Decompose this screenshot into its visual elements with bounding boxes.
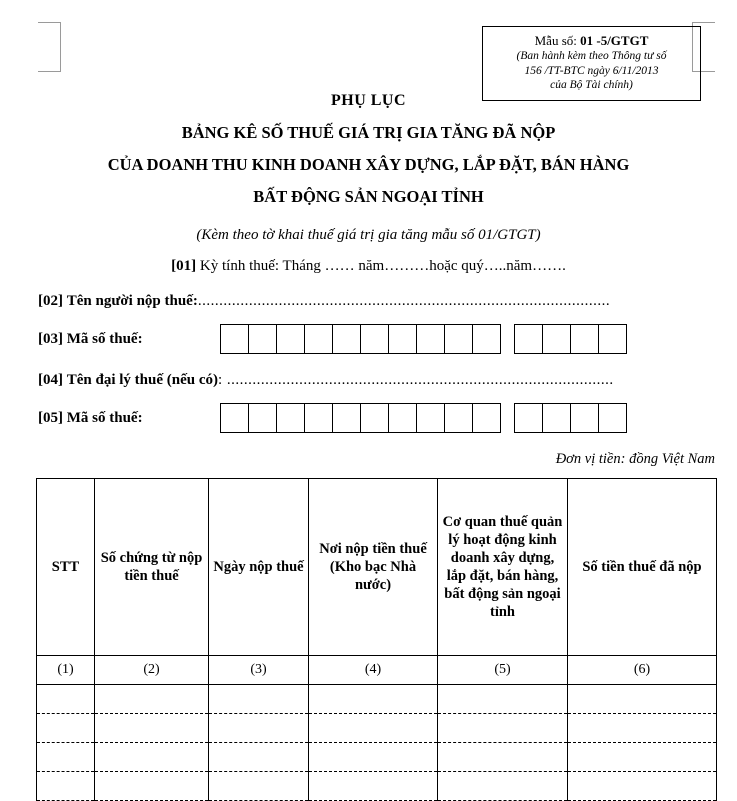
column-number: (2) [95, 656, 209, 685]
title-line-3: CỦA DOANH THU KINH DOANH XÂY DỰNG, LẮP ĐẶT, BÁN HÀNG [107, 155, 630, 174]
field-taxpayer-name [0, 293, 737, 310]
taxpayer-code-cell[interactable] [388, 324, 417, 354]
table-header-payment-place: Nơi nộp tiền thuế (Kho bạc Nhà nước) [309, 479, 438, 656]
form-code-issued-line3: của Bộ Tài chính) [550, 79, 633, 91]
taxpayer-code-cell[interactable] [304, 324, 333, 354]
column-number: (1) [37, 656, 95, 685]
taxpayer-code-cell[interactable] [416, 324, 445, 354]
table-cell[interactable] [568, 743, 717, 772]
table-header-row [37, 479, 717, 656]
currency-note: Đơn vị tiền: đồng Việt Nam [555, 451, 715, 467]
column-number: (6) [568, 656, 717, 685]
agent-code-cell[interactable] [360, 403, 389, 433]
form-code-issued-line1: (Ban hành kèm theo Thông tư số [516, 50, 667, 63]
field-period [0, 258, 737, 275]
page-title: PHỤ LỤC [330, 92, 407, 109]
agent-code-cell[interactable] [598, 403, 627, 433]
field-agent-name-dots[interactable]: : ........................................................................................... [218, 372, 614, 388]
table-column-number-row [37, 656, 717, 685]
table-row[interactable] [37, 685, 717, 714]
field-taxpayer-name-number: [02] [38, 293, 63, 309]
table-cell[interactable] [309, 772, 438, 801]
title-block [0, 92, 737, 207]
agent-code-cell[interactable] [472, 403, 501, 433]
taxpayer-code-boxes[interactable] [220, 324, 626, 354]
table-cell[interactable] [309, 685, 438, 714]
taxpayer-code-cell[interactable] [444, 324, 473, 354]
table-row[interactable] [37, 772, 717, 801]
table-cell[interactable] [309, 743, 438, 772]
column-number: (4) [309, 656, 438, 685]
agent-code-cell[interactable] [444, 403, 473, 433]
taxpayer-code-cell[interactable] [332, 324, 361, 354]
taxpayer-code-cell[interactable] [542, 324, 571, 354]
table-cell[interactable] [95, 714, 209, 743]
field-agent-name [0, 372, 737, 389]
table-cell[interactable] [37, 743, 95, 772]
field-agent-code-label [38, 410, 220, 427]
taxpayer-code-cell[interactable] [598, 324, 627, 354]
table-cell[interactable] [438, 743, 568, 772]
table-cell[interactable] [95, 772, 209, 801]
agent-code-cell[interactable] [416, 403, 445, 433]
tax-payment-table [36, 478, 717, 801]
table-cell[interactable] [568, 772, 717, 801]
taxpayer-code-cell[interactable] [570, 324, 599, 354]
table-header-document-no: Số chứng từ nộp tiền thuế [95, 479, 209, 656]
taxpayer-code-cell[interactable] [360, 324, 389, 354]
table-cell[interactable] [209, 714, 309, 743]
table-cell[interactable] [438, 714, 568, 743]
agent-code-cell[interactable] [248, 403, 277, 433]
table-cell[interactable] [209, 772, 309, 801]
agent-code-cell[interactable] [388, 403, 417, 433]
taxpayer-code-cell[interactable] [472, 324, 501, 354]
form-code-value: 01 -5/GTGT [580, 33, 649, 48]
field-period-number: [01] [171, 258, 197, 274]
field-taxpayer-code-text: Mã số thuế: [66, 330, 143, 347]
taxpayer-code-cell[interactable] [248, 324, 277, 354]
table-cell[interactable] [95, 743, 209, 772]
field-period-text: Kỳ tính thuế: Tháng …… năm………hoặc quý…..năm……. [199, 258, 566, 274]
agent-code-boxes[interactable] [220, 403, 626, 433]
field-agent-code-text: Mã số thuế: [66, 409, 143, 426]
column-number: (5) [438, 656, 568, 685]
title-subtitle: (Kèm theo tờ khai thuế giá trị gia tăng mẫu số 01/GTGT) [196, 227, 541, 243]
field-agent-code-number: [05] [38, 409, 63, 426]
field-taxpayer-code-number: [03] [38, 330, 63, 347]
table-cell[interactable] [209, 743, 309, 772]
table-row[interactable] [37, 714, 717, 743]
taxpayer-code-cell[interactable] [220, 324, 249, 354]
taxpayer-code-cell[interactable] [276, 324, 305, 354]
field-taxpayer-name-dots[interactable]: ................................................................................................. [197, 293, 611, 309]
title-line-2: BẢNG KÊ SỐ THUẾ GIÁ TRỊ GIA TĂNG ĐÃ NỘP [181, 123, 556, 142]
agent-code-cell[interactable] [570, 403, 599, 433]
table-cell[interactable] [568, 714, 717, 743]
title-line-4: BẤT ĐỘNG SẢN NGOẠI TỈNH [253, 187, 484, 206]
column-number: (3) [209, 656, 309, 685]
field-agent-name-number: [04] [38, 372, 63, 388]
field-taxpayer-code-label [38, 331, 220, 348]
table-cell[interactable] [37, 685, 95, 714]
table-header-tax-authority: Cơ quan thuế quản lý hoạt động kinh doanh xây dựng, lắp đặt, bán hàng, bất động sản ngoại tỉnh [438, 479, 568, 656]
table-cell[interactable] [438, 685, 568, 714]
form-code-issued-line2: 156 /TT-BTC ngày 6/11/2013 [524, 64, 659, 77]
table-cell[interactable] [438, 772, 568, 801]
field-agent-code-row [0, 403, 737, 433]
table-header-amount-paid: Số tiền thuế đã nộp [568, 479, 717, 656]
table-cell[interactable] [209, 685, 309, 714]
form-code-label: Mẫu số: [534, 33, 577, 48]
agent-code-cell[interactable] [276, 403, 305, 433]
field-agent-name-label: Tên đại lý thuế (nếu có) [66, 372, 219, 388]
table-cell[interactable] [95, 685, 209, 714]
agent-code-cell[interactable] [514, 403, 543, 433]
table-cell[interactable] [37, 772, 95, 801]
table-row[interactable] [37, 743, 717, 772]
table-header-payment-date: Ngày nộp thuế [209, 479, 309, 656]
table-cell[interactable] [568, 685, 717, 714]
field-taxpayer-code-row [0, 324, 737, 354]
agent-code-cell[interactable] [220, 403, 249, 433]
table-header-stt: STT [37, 479, 95, 656]
table-cell[interactable] [309, 714, 438, 743]
agent-code-cell[interactable] [332, 403, 361, 433]
agent-code-cell[interactable] [304, 403, 333, 433]
field-taxpayer-name-label: Tên người nộp thuế: [66, 293, 198, 309]
agent-code-cell[interactable] [542, 403, 571, 433]
taxpayer-code-cell[interactable] [514, 324, 543, 354]
table-cell[interactable] [37, 714, 95, 743]
